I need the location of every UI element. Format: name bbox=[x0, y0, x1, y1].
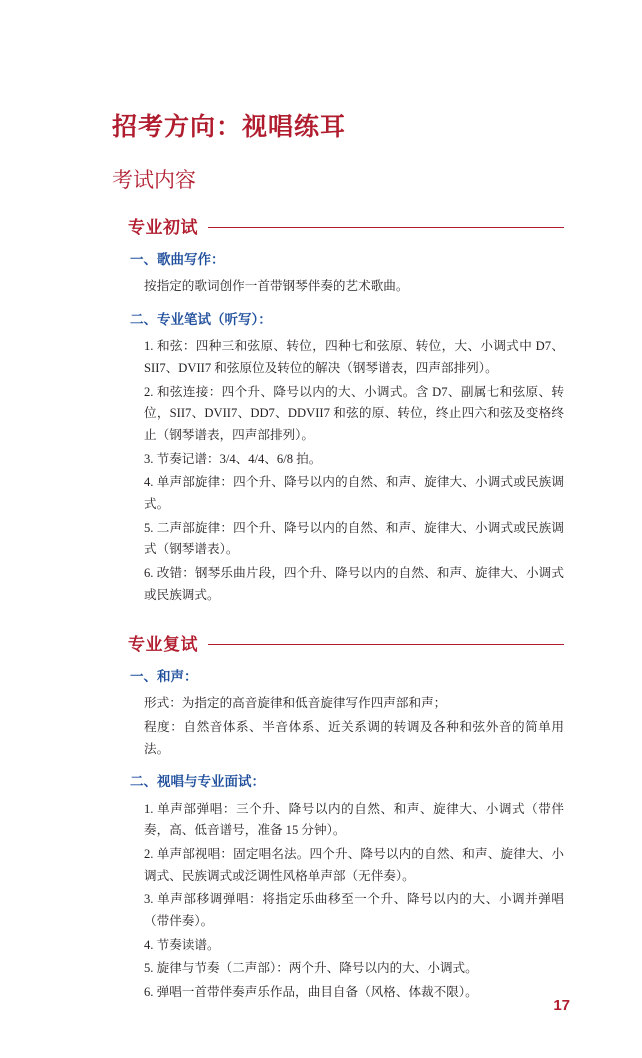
paragraph: 程度：自然音体系、半音体系、近关系调的转调及各种和弦外音的简单用法。 bbox=[144, 720, 564, 756]
content-block-second-round bbox=[128, 630, 564, 1003]
paragraph: 6. 改错：钢琴乐曲片段，四个升、降号以内的自然、和声、旋律大、小调式或民族调式。 bbox=[144, 565, 564, 602]
block-body bbox=[128, 250, 564, 606]
paragraph: 5. 二声部旋律：四个升、降号以内的自然、和声、旋律大、小调式或民族调式（钢琴谱表）。 bbox=[144, 520, 564, 557]
paragraph: 按指定的歌词创作一首带钢琴伴奏的艺术歌曲。 bbox=[144, 279, 409, 294]
paragraph: 3. 节奏记谱：3/4、4/4、6/8 拍。 bbox=[144, 451, 322, 466]
paragraph: 3. 单声部移调弹唱：将指定乐曲移至一个升、降号以内的大、小调并弹唱（带伴奏）。 bbox=[144, 892, 564, 928]
subsection-title: 二、专业笔试（听写）： bbox=[130, 312, 272, 328]
subsection-title: 二、视唱与专业面试： bbox=[130, 774, 265, 790]
page-title: 招考方向：视唱练耳 bbox=[112, 113, 347, 141]
paragraph: 4. 节奏读谱。 bbox=[144, 937, 220, 952]
block-body bbox=[128, 667, 564, 1003]
paragraph: 1. 单声部弹唱：三个升、降号以内的自然、和声、旋律大、小调式（带伴奏，高、低音谱号，准备 15 分钟）。 bbox=[144, 801, 564, 838]
content-block-preliminary bbox=[128, 213, 564, 606]
paragraph: 形式：为指定的高音旋律和低音旋律写作四声部和声； bbox=[144, 696, 447, 711]
block-title-row bbox=[128, 213, 564, 238]
subsection-title: 一、歌曲写作： bbox=[130, 252, 225, 268]
paragraph: 6. 弹唱一首带伴奏声乐作品，曲目自备（风格、体裁不限）。 bbox=[144, 984, 478, 999]
block-divider bbox=[208, 644, 564, 645]
block-title: 专业初试 bbox=[128, 218, 198, 238]
block-title: 专业复试 bbox=[128, 635, 198, 655]
section-heading: 考试内容 bbox=[112, 169, 196, 192]
block-title-row bbox=[128, 630, 564, 655]
paragraph: 5. 旋律与节奏（二声部）：两个升、降号以内的大、小调式。 bbox=[144, 961, 478, 976]
paragraph: 4. 单声部旋律：四个升、降号以内的自然、和声、旋律大、小调式或民族调式。 bbox=[144, 475, 564, 511]
page-number: 17 bbox=[553, 997, 570, 1014]
block-divider bbox=[208, 227, 564, 228]
paragraph: 2. 和弦连接：四个升、降号以内的大、小调式。含 D7、副属七和弦原、转位，SII7、DVII7、DD7、DDVII7 和弦的原、转位，终止四六和弦及变格终止（钢琴谱表，四声部排列）。 bbox=[144, 384, 564, 442]
paragraph: 2. 单声部视唱：固定唱名法。四个升、降号以内的自然、和声、旋律大、小调式、民族调式或泛调性风格单声部（无伴奏）。 bbox=[144, 847, 564, 883]
subsection-title: 一、和声： bbox=[130, 669, 198, 685]
paragraph: 1. 和弦：四种三和弦原、转位，四种七和弦原、转位，大、小调式中 D7、SII7、DVII7 和弦原位及转位的解决（钢琴谱表，四声部排列）。 bbox=[144, 339, 564, 375]
block-spacer bbox=[112, 608, 564, 630]
